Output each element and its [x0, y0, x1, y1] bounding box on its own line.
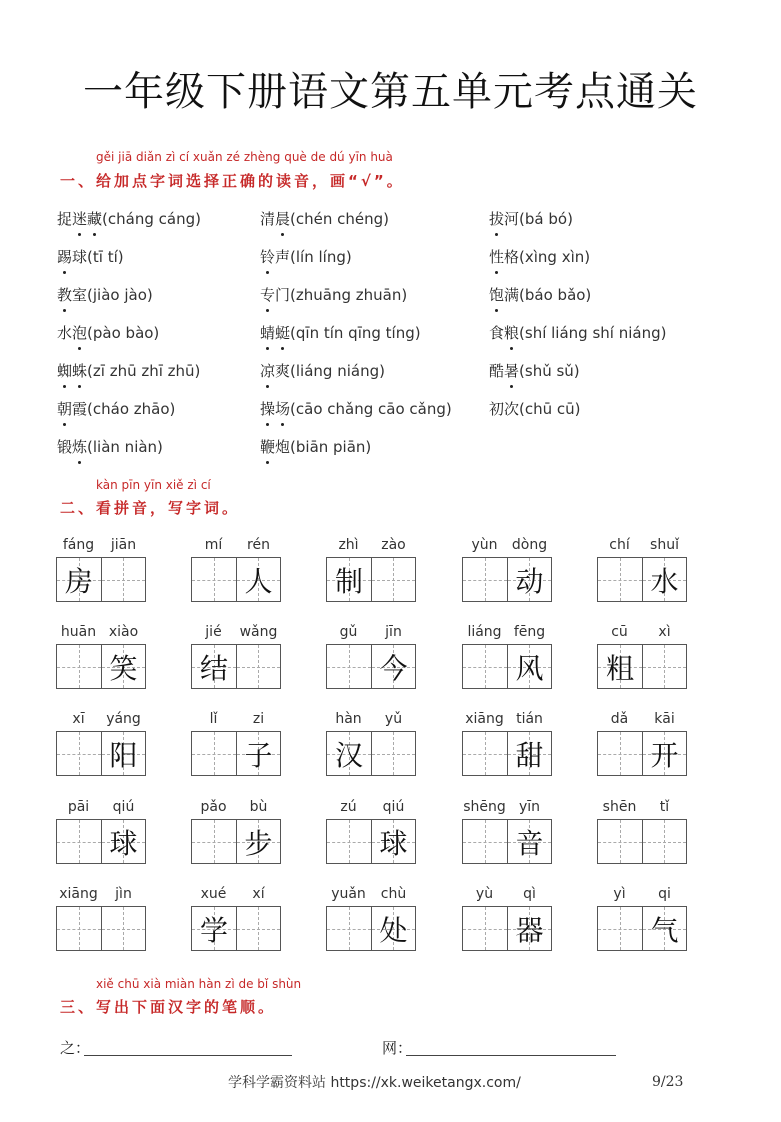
cell-pinyin: [462, 537, 552, 555]
writing-square[interactable]: [642, 645, 686, 688]
reading-options[interactable]: (shǔ sǔ): [519, 362, 580, 380]
page-title: 一年级下册语文第五单元考点通关: [83, 69, 698, 115]
reading-item[interactable]: [57, 284, 153, 305]
cell-pinyin: [191, 711, 281, 729]
pinyin-syllable: xiāng: [59, 886, 98, 902]
reading-options[interactable]: (zī zhū zhī zhū): [87, 362, 201, 380]
pinyin-syllable: yīn: [518, 799, 541, 815]
reading-item[interactable]: [489, 246, 590, 267]
writing-square[interactable]: [463, 732, 507, 775]
writing-grid: [56, 906, 146, 951]
writing-grid: [462, 731, 552, 776]
pinyin-syllable: cū: [611, 624, 628, 640]
reading-item[interactable]: [260, 208, 389, 229]
writing-square[interactable]: [327, 820, 371, 863]
footer-source: 学科学霸资料站 https://xk.weiketangx.com/: [228, 1075, 521, 1091]
reading-options[interactable]: (báo bǎo): [519, 286, 592, 304]
writing-square[interactable]: [463, 558, 507, 601]
given-character: 器: [515, 913, 544, 947]
reading-options[interactable]: (cāo chǎng cāo cǎng): [290, 400, 452, 418]
pinyin-syllable: bù: [249, 799, 268, 815]
reading-options[interactable]: (chén chéng): [290, 210, 390, 228]
reading-item[interactable]: [57, 360, 200, 381]
writing-grid: [56, 644, 146, 689]
writing-square[interactable]: [598, 907, 642, 950]
given-character: 处: [379, 913, 408, 947]
pinyin-syllable: yǔ: [384, 711, 403, 727]
pinyin-syllable: zi: [252, 711, 265, 727]
reading-word: 朝霞: [57, 400, 88, 418]
writing-square[interactable]: [371, 907, 415, 950]
pinyin-syllable: jié: [205, 624, 222, 640]
reading-item[interactable]: [260, 398, 452, 419]
section1-heading: 一、给加点字词选择正确的读音，画“√”。: [60, 172, 405, 190]
writing-grid: [56, 819, 146, 864]
writing-grid: [191, 819, 281, 864]
writing-square[interactable]: [327, 732, 371, 775]
pinyin-syllable: kāi: [654, 711, 675, 727]
section2-heading: 二、看拼音，写字词。: [60, 499, 241, 517]
writing-square[interactable]: [236, 907, 280, 950]
reading-options[interactable]: (tī tí): [87, 248, 124, 266]
reading-item[interactable]: [57, 398, 175, 419]
reading-word: 踢球: [57, 248, 88, 266]
given-character: 音: [515, 826, 544, 860]
pinyin-syllable: xiào: [108, 624, 139, 640]
reading-item[interactable]: [489, 398, 581, 419]
writing-grid: [191, 906, 281, 951]
writing-square[interactable]: [642, 732, 686, 775]
writing-square[interactable]: [507, 558, 551, 601]
pinyin-syllable: fáng: [62, 537, 95, 553]
cell-pinyin: [597, 886, 687, 904]
reading-word: 水泡: [57, 324, 88, 342]
writing-square[interactable]: [642, 558, 686, 601]
given-character: 今: [379, 651, 408, 685]
cell-pinyin: [597, 624, 687, 642]
reading-options[interactable]: (shí liáng shí niáng): [519, 324, 667, 342]
given-character: 房: [64, 564, 93, 598]
pinyin-syllable: yù: [475, 886, 494, 902]
writing-square[interactable]: [327, 645, 371, 688]
writing-grid: [191, 644, 281, 689]
reading-item[interactable]: [489, 208, 573, 229]
pinyin-syllable: dǎ: [610, 711, 629, 727]
pinyin-syllable: tǐ: [659, 799, 670, 815]
pinyin-syllable: chí: [609, 537, 630, 553]
writing-square[interactable]: [192, 820, 236, 863]
pinyin-syllable: yáng: [106, 711, 141, 727]
given-character: 粗: [605, 651, 634, 685]
cell-pinyin: [462, 624, 552, 642]
cell-pinyin: [462, 886, 552, 904]
cell-pinyin: [191, 624, 281, 642]
pinyin-syllable: dòng: [511, 537, 548, 553]
pinyin-syllable: xì: [658, 624, 671, 640]
stroke-answer-line[interactable]: [84, 1055, 292, 1056]
writing-square[interactable]: [192, 558, 236, 601]
reading-word: 蜘蛛: [57, 362, 88, 380]
cell-pinyin: [191, 537, 281, 555]
writing-square[interactable]: [57, 732, 101, 775]
reading-word: 铃声: [260, 248, 291, 266]
reading-item[interactable]: [57, 208, 201, 229]
given-character: 气: [650, 913, 679, 947]
given-character: 学: [199, 913, 228, 947]
reading-options[interactable]: (cháo zhāo): [87, 400, 176, 418]
reading-options[interactable]: (biān piān): [290, 438, 372, 456]
reading-item[interactable]: [260, 322, 421, 343]
writing-square[interactable]: [192, 907, 236, 950]
writing-square[interactable]: [371, 732, 415, 775]
reading-word: 教室: [57, 286, 88, 304]
writing-square[interactable]: [371, 558, 415, 601]
given-character: 甜: [515, 738, 544, 772]
writing-square[interactable]: [101, 820, 145, 863]
cell-pinyin: [56, 624, 146, 642]
cell-pinyin: [191, 799, 281, 817]
cell-pinyin: [56, 711, 146, 729]
reading-item[interactable]: [57, 246, 124, 267]
pinyin-syllable: fēng: [513, 624, 546, 640]
writing-square[interactable]: [101, 558, 145, 601]
pinyin-syllable: zú: [340, 799, 357, 815]
writing-grid: [462, 644, 552, 689]
writing-grid: [597, 731, 687, 776]
writing-square[interactable]: [236, 820, 280, 863]
reading-word: 凉爽: [260, 362, 291, 380]
writing-square[interactable]: [507, 645, 551, 688]
cell-pinyin: [56, 799, 146, 817]
writing-grid: [326, 906, 416, 951]
page-number: 9/23: [652, 1074, 684, 1090]
pinyin-syllable: chù: [380, 886, 407, 902]
stroke-item-label: 网：: [382, 1039, 413, 1057]
given-character: 动: [515, 564, 544, 598]
cell-pinyin: [56, 537, 146, 555]
reading-options[interactable]: (jiào jào): [87, 286, 153, 304]
cell-pinyin: [326, 799, 416, 817]
pinyin-syllable: yì: [613, 886, 626, 902]
reading-item[interactable]: [260, 284, 407, 305]
section2-pinyin: kàn pīn yīn xiě zì cí: [96, 478, 211, 492]
pinyin-syllable: xiāng: [465, 711, 504, 727]
pinyin-syllable: zhì: [338, 537, 359, 553]
cell-pinyin: [462, 799, 552, 817]
writing-grid: [56, 731, 146, 776]
pinyin-syllable: hàn: [335, 711, 362, 727]
given-character: 水: [650, 564, 679, 598]
reading-item[interactable]: [489, 284, 591, 305]
writing-grid: [326, 819, 416, 864]
reading-options[interactable]: (pào bào): [87, 324, 160, 342]
reading-options[interactable]: (chū cū): [519, 400, 581, 418]
pinyin-syllable: mí: [204, 537, 223, 553]
reading-word: 专门: [260, 286, 291, 304]
writing-square[interactable]: [463, 907, 507, 950]
writing-square[interactable]: [236, 645, 280, 688]
writing-grid: [462, 906, 552, 951]
pinyin-syllable: jìn: [115, 886, 132, 902]
writing-square[interactable]: [463, 820, 507, 863]
given-character: 笑: [109, 651, 138, 685]
stroke-answer-line[interactable]: [406, 1055, 616, 1056]
pinyin-syllable: xí: [252, 886, 265, 902]
writing-grid: [462, 557, 552, 602]
pinyin-syllable: tián: [516, 711, 543, 727]
reading-item[interactable]: [489, 322, 666, 343]
reading-word: 蜻蜓: [260, 324, 291, 342]
writing-grid: [56, 557, 146, 602]
cell-pinyin: [597, 537, 687, 555]
pinyin-syllable: xī: [72, 711, 85, 727]
reading-options[interactable]: (qīn tín qīng tíng): [290, 324, 421, 342]
writing-square[interactable]: [598, 558, 642, 601]
writing-square[interactable]: [327, 907, 371, 950]
pinyin-syllable: huān: [60, 624, 97, 640]
reading-word: 性格: [489, 248, 520, 266]
pinyin-syllable: gǔ: [339, 624, 358, 640]
pinyin-syllable: yuǎn: [331, 886, 366, 902]
pinyin-syllable: qi: [658, 886, 671, 902]
writing-square[interactable]: [371, 645, 415, 688]
writing-square[interactable]: [101, 732, 145, 775]
writing-grid: [326, 644, 416, 689]
given-character: 球: [379, 826, 408, 860]
reading-options[interactable]: (zhuāng zhuān): [290, 286, 408, 304]
reading-word: 锻炼: [57, 438, 88, 456]
given-character: 结: [199, 651, 228, 685]
cell-pinyin: [326, 537, 416, 555]
writing-square[interactable]: [57, 558, 101, 601]
given-character: 汉: [334, 738, 363, 772]
reading-item[interactable]: [260, 436, 371, 457]
cell-pinyin: [597, 711, 687, 729]
stroke-item-label: 之：: [60, 1039, 91, 1057]
pinyin-syllable: wǎng: [239, 624, 278, 640]
writing-square[interactable]: [507, 907, 551, 950]
given-character: 阳: [109, 738, 138, 772]
writing-square[interactable]: [598, 820, 642, 863]
given-character: 风: [515, 651, 544, 685]
cell-pinyin: [326, 886, 416, 904]
writing-square[interactable]: [192, 645, 236, 688]
pinyin-syllable: shuǐ: [650, 537, 679, 553]
reading-options[interactable]: (liàn niàn): [87, 438, 163, 456]
writing-grid: [191, 731, 281, 776]
writing-square[interactable]: [598, 645, 642, 688]
reading-item[interactable]: [57, 322, 159, 343]
section3-heading: 三、写出下面汉字的笔顺。: [60, 998, 277, 1016]
cell-pinyin: [191, 886, 281, 904]
reading-item[interactable]: [260, 360, 385, 381]
writing-square[interactable]: [642, 820, 686, 863]
reading-word: 鞭炮: [260, 438, 291, 456]
writing-square[interactable]: [101, 645, 145, 688]
pinyin-syllable: pāi: [67, 799, 90, 815]
reading-options[interactable]: (cháng cáng): [102, 210, 201, 228]
reading-word: 操场: [260, 400, 291, 418]
writing-square[interactable]: [236, 558, 280, 601]
writing-square[interactable]: [507, 732, 551, 775]
cell-pinyin: [326, 711, 416, 729]
given-character: 人: [244, 564, 273, 598]
reading-word: 清晨: [260, 210, 291, 228]
reading-word: 食粮: [489, 324, 520, 342]
reading-item[interactable]: [489, 360, 580, 381]
pinyin-syllable: jīn: [385, 624, 402, 640]
pinyin-syllable: qiú: [112, 799, 135, 815]
reading-options[interactable]: (lín líng): [290, 248, 352, 266]
reading-options[interactable]: (bá bó): [519, 210, 573, 228]
given-character: 子: [244, 738, 273, 772]
given-character: 步: [244, 826, 273, 860]
section1-pinyin: gěi jiā diǎn zì cí xuǎn zé zhèng què de dú yīn huà: [96, 150, 393, 164]
cell-pinyin: [326, 624, 416, 642]
writing-grid: [597, 644, 687, 689]
pinyin-syllable: qiú: [382, 799, 405, 815]
reading-word: 酷暑: [489, 362, 520, 380]
writing-grid: [597, 819, 687, 864]
cell-pinyin: [56, 886, 146, 904]
writing-square[interactable]: [507, 820, 551, 863]
section3-pinyin: xiě chū xià miàn hàn zì de bǐ shùn: [96, 977, 302, 991]
writing-square[interactable]: [642, 907, 686, 950]
cell-pinyin: [597, 799, 687, 817]
writing-square[interactable]: [57, 907, 101, 950]
reading-word: 饱满: [489, 286, 520, 304]
pinyin-syllable: lǐ: [209, 711, 218, 727]
pinyin-syllable: xué: [200, 886, 227, 902]
pinyin-syllable: shēng: [463, 799, 506, 815]
reading-item[interactable]: [57, 436, 163, 457]
reading-word: 拔河: [489, 210, 520, 228]
writing-grid: [462, 819, 552, 864]
reading-options[interactable]: (liáng niáng): [290, 362, 385, 380]
writing-square[interactable]: [463, 645, 507, 688]
writing-grid: [326, 731, 416, 776]
given-character: 制: [334, 564, 363, 598]
writing-grid: [597, 906, 687, 951]
reading-options[interactable]: (xìng xìn): [519, 248, 591, 266]
writing-square[interactable]: [371, 820, 415, 863]
given-character: 开: [650, 738, 679, 772]
pinyin-syllable: shēn: [602, 799, 637, 815]
writing-square[interactable]: [101, 907, 145, 950]
pinyin-syllable: qì: [523, 886, 536, 902]
given-character: 球: [109, 826, 138, 860]
reading-word: 初次: [489, 400, 520, 418]
writing-square[interactable]: [327, 558, 371, 601]
pinyin-syllable: jiān: [110, 537, 137, 553]
writing-grid: [597, 557, 687, 602]
cell-pinyin: [462, 711, 552, 729]
writing-grid: [326, 557, 416, 602]
pinyin-syllable: rén: [247, 537, 270, 553]
writing-grid: [191, 557, 281, 602]
writing-square[interactable]: [192, 732, 236, 775]
pinyin-syllable: yùn: [471, 537, 498, 553]
pinyin-syllable: zào: [381, 537, 406, 553]
writing-square[interactable]: [57, 820, 101, 863]
reading-word: 捉迷藏: [57, 210, 103, 228]
pinyin-syllable: pǎo: [200, 799, 227, 815]
writing-square[interactable]: [598, 732, 642, 775]
pinyin-syllable: liáng: [467, 624, 502, 640]
writing-square[interactable]: [57, 645, 101, 688]
reading-item[interactable]: [260, 246, 352, 267]
writing-square[interactable]: [236, 732, 280, 775]
